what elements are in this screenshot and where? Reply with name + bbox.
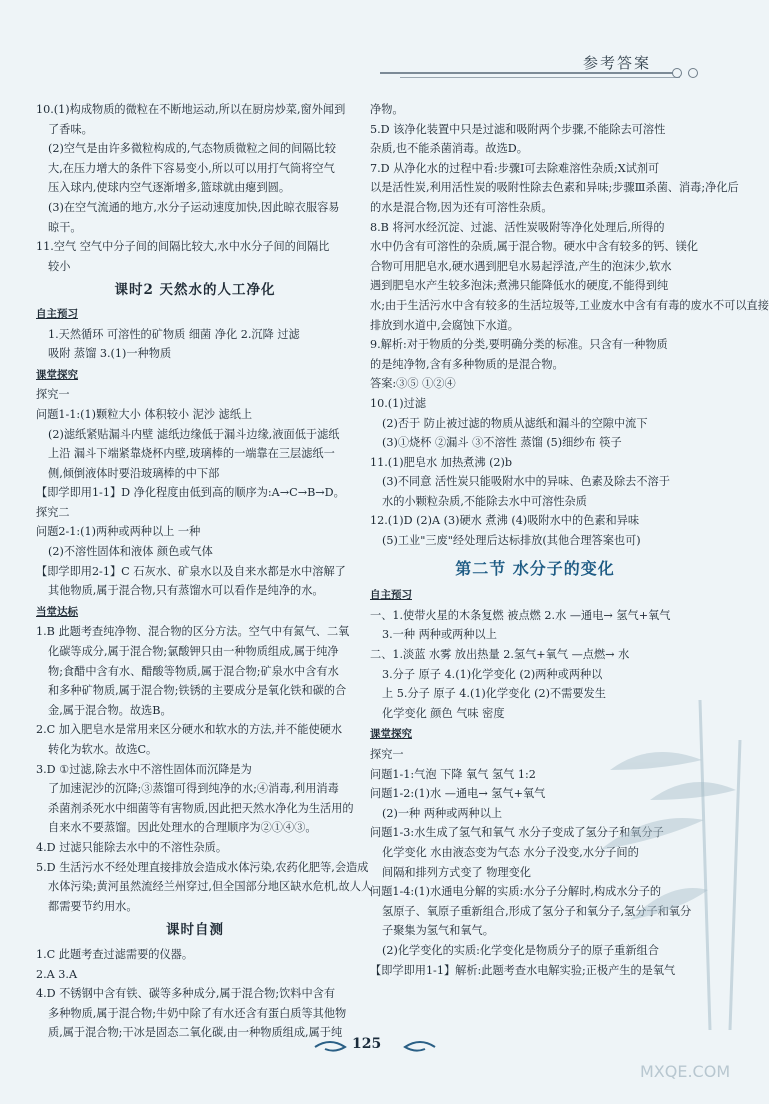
site-watermark: MXQE.COM [640, 1062, 731, 1081]
answer-line: 自来水不要蒸馏。因此处理水的合理顺序为②①④③。 [48, 821, 317, 835]
answer-line: 的是纯净物,含有多种物质的是混合物。 [370, 357, 564, 371]
header-rule [380, 72, 680, 74]
answer-line: 杂质,也不能杀菌消毒。故选D。 [370, 142, 528, 156]
answer-line: (2)空气是由许多微粒构成的,气态物质微粒之间的间隔比较 [48, 142, 336, 156]
answer-line: 较小 [48, 259, 71, 273]
answer-line: 水;由于生活污水中含有较多的生活垃圾等,工业废水中含有有毒的废水不可以直接 [370, 298, 769, 312]
answer-line: 的水是混合物,因为还有可溶性杂质。 [370, 200, 553, 214]
answer-line: 3.分子 原子 4.(1)化学变化 (2)两种或两种以 [382, 667, 603, 681]
answer-line: (3)在空气流通的地方,水分子运动速度加快,因此晾衣服容易 [48, 200, 340, 214]
answer-line: 2.C 加入肥皂水是常用来区分硬水和软水的方法,并不能使硬水 [36, 723, 343, 737]
answer-line: 上沿 漏斗下端紧靠烧杯内壁,玻璃棒的一端靠在三层滤纸一 [48, 447, 335, 461]
answer-line: 合物可用肥皂水,硬水遇到肥皂水易起浮渣,产生的泡沫少,软水 [370, 259, 672, 273]
answer-line: 压入球内,使球内空气逐渐增多,篮球就由瘪到圆。 [48, 181, 291, 195]
answer-line: (2)一种 两种或两种以上 [382, 806, 503, 820]
answer-line: 11.空气 空气中分子间的间隔比较大,水中水分子间的间隔比 [36, 240, 330, 254]
answer-line: 化碳等成分,属于混合物;氯酸钾只由一种物质组成,属于纯净 [48, 645, 339, 659]
answer-line: (2)不溶性固体和液体 颜色或气体 [48, 545, 213, 559]
answer-line: 探究二 [36, 505, 70, 519]
answer-line: 探究一 [36, 388, 70, 402]
answer-line: 9.解析:对于物质的分类,要明确分类的标准。只含有一种物质 [370, 338, 668, 352]
answer-line: 【即学即用1-1】解析:此题考查水电解实验;正极产生的是氧气 [370, 963, 676, 977]
answer-line: 化学变化 水由液态变为气态 水分子没变,水分子间的 [382, 845, 639, 859]
answer-line: 水中仍含有可溶性的杂质,属于混合物。硬水中含有较多的钙、镁化 [370, 240, 698, 254]
answer-line: (2)滤纸紧贴漏斗内壁 滤纸边缘低于漏斗边缘,液面低于滤纸 [48, 427, 340, 441]
answer-line: 都需要节约用水。 [48, 899, 138, 913]
answer-line: 其他物质,属于混合物,只有蒸馏水可以看作是纯净的水。 [48, 584, 324, 598]
answer-line: 排放到水道中,会腐蚀下水道。 [370, 318, 519, 332]
answer-line: 遇到肥皂水产生较多泡沫;煮沸只能降低水的硬度,不能得到纯 [370, 279, 669, 293]
answer-line: 净物。 [370, 103, 404, 116]
header-title: 参考答案 [583, 54, 652, 72]
answer-line: 3.一种 两种或两种以上 [382, 628, 497, 642]
section-title: 第二节 水分子的变化 [455, 558, 615, 578]
header-rule-thin [400, 77, 680, 78]
section-label: 自主预习 [370, 589, 412, 602]
answer-line: 子聚集为氢气和氧气。 [382, 924, 494, 938]
answer-line: 3.D ①过滤,除去水中不溶性固体而沉降是为 [36, 762, 252, 776]
answer-line: 1.天然循环 可溶性的矿物质 细菌 净化 2.沉降 过滤 [48, 327, 300, 341]
answer-line: 问题1-4:(1)水通电分解的实质:水分子分解时,构成水分子的 [370, 885, 662, 899]
answer-line: 质,属于混合物;干冰是固态二氧化碳,由一种物质组成,属于纯 [48, 1026, 343, 1040]
answer-line: 上 5.分子 原子 4.(1)化学变化 (2)不需要发生 [382, 687, 606, 701]
answer-line: 侧,倾倒液体时要沿玻璃棒的中下部 [48, 466, 220, 480]
answer-line: 7.D 从净化水的过程中看:步骤Ⅰ可去除难溶性杂质;X试剂可 [370, 161, 660, 175]
answer-line: 2.A 3.A [36, 967, 78, 981]
answer-line: 11.(1)肥皂水 加热煮沸 (2)b [370, 455, 513, 469]
answer-line: 金,属于混合物。故选B。 [48, 703, 172, 717]
answer-line: (2)化学变化的实质:化学变化是物质分子的原子重新组合 [382, 943, 659, 957]
answer-line: 以是活性炭,利用活性炭的吸附性除去色素和异味;步骤Ⅲ杀菌、消毒;净化后 [370, 181, 739, 195]
section-label: 课堂探究 [370, 728, 412, 741]
header-ornament-icon [688, 68, 698, 78]
answer-line: 吸附 蒸馏 3.(1)一种物质 [48, 347, 172, 361]
answer-line: 5.D 该净化装置中只是过滤和吸附两个步骤,不能除去可溶性 [370, 122, 666, 136]
answer-line: (3)①烧杯 ②漏斗 ③不溶性 蒸馏 (5)细纱布 筷子 [382, 436, 622, 450]
bamboo-decoration-icon [590, 700, 750, 1030]
answer-line: 【即学即用2-1】C 石灰水、矿泉水以及自来水都是水中溶解了 [36, 564, 346, 578]
answer-line: 间隔和排列方式变了 物理变化 [382, 865, 531, 879]
answer-line: 水的小颗粒杂质,不能除去水中可溶性杂质 [382, 494, 587, 508]
left-column [36, 100, 373, 1043]
answer-line: 问题1-1:气泡 下降 氧气 氢气 1:2 [370, 767, 536, 781]
section-title: 课时自测 [166, 922, 224, 939]
answer-line: 了加速泥沙的沉降;③蒸馏可得到纯净的水;④消毒,利用消毒 [48, 782, 339, 796]
answer-line: 12.(1)D (2)A (3)硬水 煮沸 (4)吸附水中的色素和异味 [370, 514, 640, 528]
section-title: 课时2 天然水的人工净化 [114, 282, 276, 299]
answer-line: 【即学即用1-1】D 净化程度由低到高的顺序为:A→C→B→D。 [36, 486, 345, 500]
answer-line: 答案:③⑤ ①②④ [370, 377, 456, 391]
answer-line: 1.C 此题考查过滤需要的仪器。 [36, 947, 194, 961]
answer-line: 氢原子、氧原子重新组合,形成了氢分子和氧分子,氢分子和氧分 [382, 904, 692, 918]
answer-line: 多种物质,属于混合物;牛奶中除了有水还含有蛋白质等其他物 [48, 1006, 347, 1020]
answer-line: 探究一 [370, 748, 404, 761]
answer-line: 和多种矿物质,属于混合物;铁锈的主要成分是氧化铁和碳的合 [48, 684, 347, 698]
answer-line: (5)工业"三废"经处理后达标排放(其他合理答案也可) [382, 534, 641, 548]
answer-line: 10.(1)构成物质的微粒在不断地运动,所以在厨房炒菜,窗外闻到 [36, 103, 346, 116]
answer-line: 一、1.使带火星的木条复燃 被点燃 2.水 —通电→ 氢气+氧气 [370, 608, 671, 622]
answer-line: 问题2-1:(1)两种或两种以上 一种 [36, 525, 201, 539]
answer-line: 晾干。 [48, 220, 82, 234]
section-label: 课堂探究 [36, 368, 78, 381]
answer-line: 转化为软水。故选C。 [48, 743, 158, 756]
answer-line: 杀菌剂杀死水中细菌等有害物质,因此把天然水净化为生活用的 [48, 801, 354, 815]
answer-line: 物;食醋中含有水、醋酸等物质,属于混合物;矿泉水中含有水 [48, 664, 339, 678]
answer-line: 10.(1)过滤 [370, 396, 427, 410]
answer-line: 水体污染;黄河虽然流经兰州穿过,但全国部分地区缺水危机,故人人 [48, 880, 373, 894]
header-ornament-icon [672, 68, 682, 78]
answer-line: 4.D 过滤只能除去水中的不溶性杂质。 [36, 840, 228, 854]
answer-line: 1.B 此题考查纯净物、混合物的区分方法。空气中有氮气、二氧 [36, 625, 350, 639]
answer-line: 化学变化 颜色 气味 密度 [382, 706, 505, 720]
page-number: 125 [352, 1036, 382, 1052]
answer-line: (2)否于 防止被过滤的物质从滤纸和漏斗的空隙中流下 [382, 416, 648, 430]
section-label: 当堂达标 [36, 605, 78, 618]
answer-line: 问题1-2:(1)水 —通电→ 氢气+氧气 [370, 787, 546, 801]
answer-line: (3)不同意 活性炭只能吸附水中的异味、色素及除去不溶于 [382, 475, 670, 489]
section-label: 自主预习 [36, 307, 78, 320]
answer-line: 问题1-1:(1)颗粒大小 体积较小 泥沙 滤纸上 [36, 407, 253, 421]
answer-line: 了香味。 [48, 122, 93, 136]
answer-line: 4.D 不锈钢中含有铁、碳等多种成分,属于混合物;饮料中含有 [36, 987, 336, 1001]
answer-line: 5.D 生活污水不经处理直接排放会造成水体污染,农药化肥等,会造成 [36, 860, 369, 874]
answer-line: 问题1-3:水生成了氢气和氧气 水分子变成了氢分子和氧分子 [370, 826, 664, 840]
answer-line: 大,在压力增大的条件下容易变小,所以可以用打气筒将空气 [48, 161, 335, 175]
answer-line: 8.B 将河水经沉淀、过滤、活性炭吸附等净化处理后,所得的 [370, 220, 665, 234]
answer-line: 二、1.淡蓝 水雾 放出热量 2.氢气+氧气 —点燃→ 水 [370, 648, 630, 662]
